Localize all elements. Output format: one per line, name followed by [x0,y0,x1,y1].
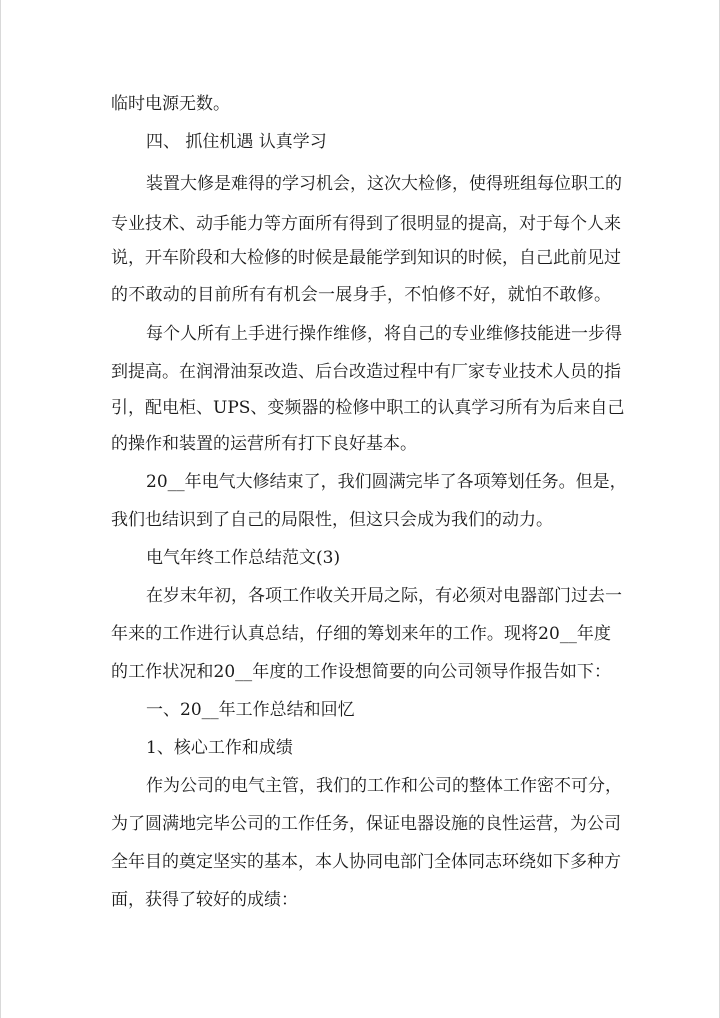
text-line: 面，获得了较好的成绩： [111,890,298,910]
text-line: 每个人所有上手进行操作维修，将自己的专业维修技能进一步得 [146,324,622,344]
text-line: 临时电源无数。 [111,94,230,114]
text-line: 我们也结识到了自己的局限性，但这只会成为我们的动力。 [111,510,553,530]
subsection-heading: 1、核心工作和成绩 [146,738,293,758]
text-line: 年来的工作进行认真总结，仔细的筹划来年的工作。现将20__年度 [111,624,611,644]
text-line: 引，配电柜、UPS、变频器的检修中职工的认真学习所有为后来自己 [111,398,625,418]
text-line: 为了圆满地完毕公司的工作任务，保证电器设施的良性运营，为公司 [111,814,621,834]
text-line: 的不敢动的目前所有有机会一展身手，不怕修不好，就怕不敢修。 [111,285,611,305]
section-heading: 一、20__年工作总结和回忆 [146,700,355,720]
section-heading: 四、 抓住机遇 认真学习 [146,132,327,152]
text-line: 的操作和装置的运营所有打下良好基本。 [111,434,417,454]
text-line: 专业技术、动手能力等方面所有得到了很明显的提高，对于每个人来 [111,214,621,234]
text-line: 全年目的奠定坚实的基本，本人协同电部门全体同志环绕如下多种方 [111,852,621,872]
text-line: 的工作状况和20__年度的工作设想简要的向公司领导作报告如下： [111,662,611,682]
text-line: 作为公司的电气主管，我们的工作和公司的整体工作密不可分， [146,776,622,796]
text-line: 说，开车阶段和大检修的时候是最能学到知识的时候，自己此前见过 [111,248,621,268]
text-line: 20__年电气大修结束了，我们圆满完毕了各项筹划任务。但是， [146,472,627,492]
section-heading: 电气年终工作总结范文(3) [146,548,341,568]
text-line: 到提高。在润滑油泵改造、后台改造过程中有厂家专业技术人员的指 [111,362,621,382]
text-line: 在岁末年初，各项工作收关开局之际，有必须对电器部门过去一 [146,586,622,606]
text-line: 装置大修是难得的学习机会，这次大检修，使得班组每位职工的 [146,174,622,194]
